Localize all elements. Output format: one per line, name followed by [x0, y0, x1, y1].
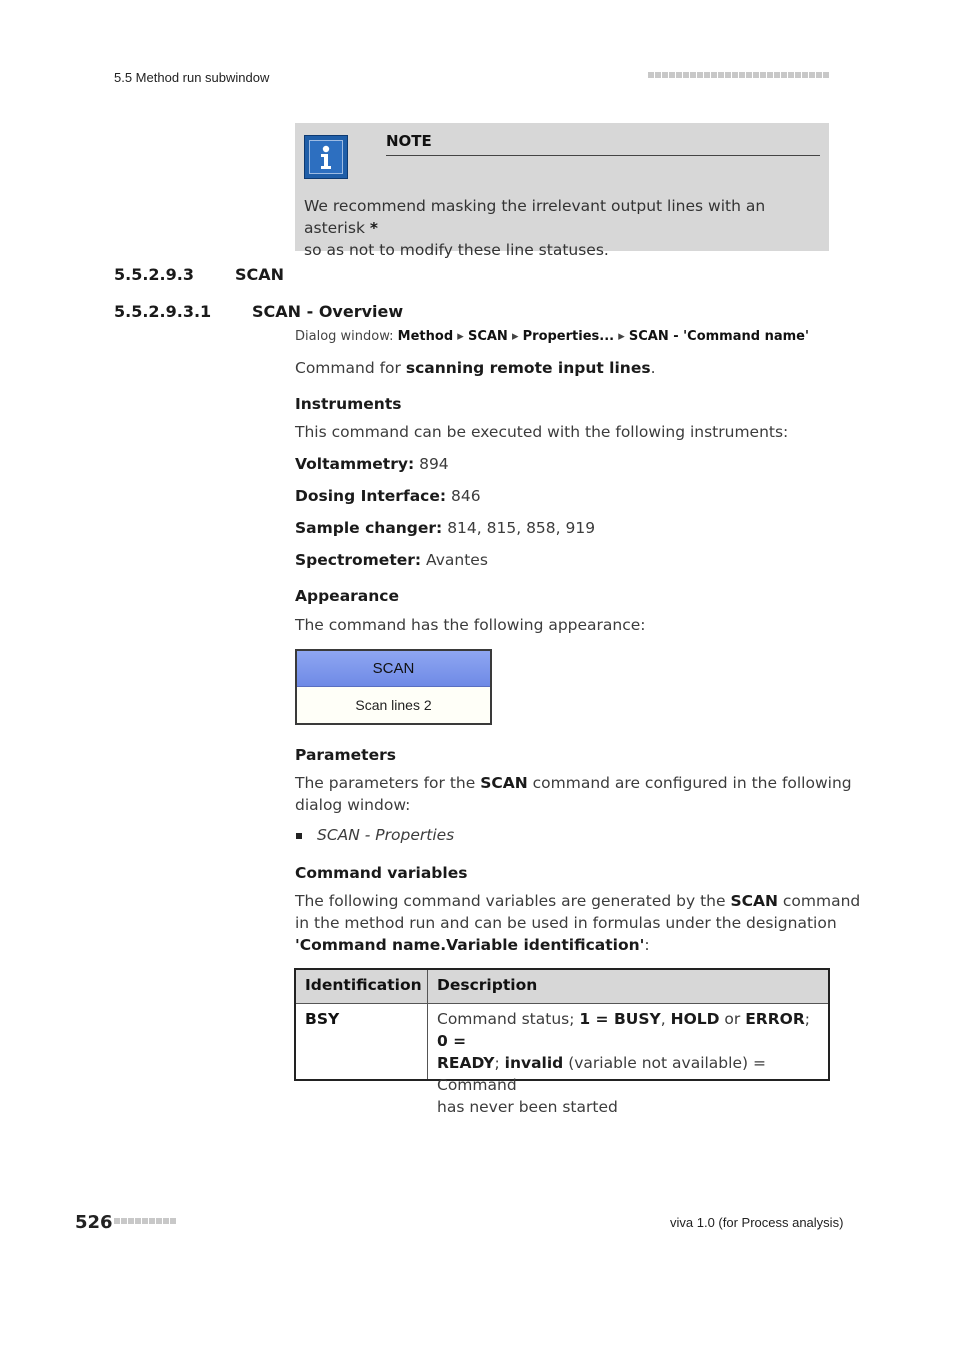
- dot-mark: [753, 72, 759, 78]
- parameters-heading: Parameters: [295, 746, 396, 764]
- dot-mark: [142, 1218, 148, 1224]
- dot-mark: [718, 72, 724, 78]
- note-title: NOTE: [386, 132, 432, 150]
- dot-mark: [725, 72, 731, 78]
- table-cell-description: Command status; 1 = BUSY, HOLD or ERROR; 0 = READY; invalid (variable not available) = Command has never been started: [437, 1010, 811, 1116]
- dot-mark: [781, 72, 787, 78]
- footer-dot-bar: [114, 1218, 176, 1224]
- dot-mark: [128, 1218, 134, 1224]
- dot-mark: [676, 72, 682, 78]
- info-icon: [304, 135, 348, 179]
- section-number: 5.5.2.9.3: [114, 265, 194, 284]
- table-cell-id: BSY: [305, 1010, 340, 1028]
- dot-mark: [767, 72, 773, 78]
- intro-text: Command for scanning remote input lines.: [295, 359, 656, 377]
- dot-mark: [655, 72, 661, 78]
- dot-mark: [704, 72, 710, 78]
- column-header: Identification: [305, 976, 422, 994]
- dot-mark: [135, 1218, 141, 1224]
- dot-mark: [802, 72, 808, 78]
- dot-mark: [697, 72, 703, 78]
- dialog-path: Dialog window: Method ▸ SCAN ▸ Properties... ▸ SCAN - 'Command name': [295, 329, 809, 344]
- dot-mark: [669, 72, 675, 78]
- dot-mark: [690, 72, 696, 78]
- note-divider: [386, 155, 820, 156]
- dot-mark: [732, 72, 738, 78]
- header-dot-bar: [648, 72, 829, 80]
- appearance-heading: Appearance: [295, 587, 399, 605]
- bullet-item: SCAN - Properties: [317, 826, 455, 844]
- variables-text: The following command variables are generated by the SCAN command in the method run and can be used in formulas under the designation 'Command name.Variable identification':: [295, 892, 861, 954]
- dot-mark: [795, 72, 801, 78]
- instruments-heading: Instruments: [295, 395, 402, 413]
- subsection-title: SCAN - Overview: [252, 302, 404, 321]
- dot-mark: [774, 72, 780, 78]
- variables-heading: Command variables: [295, 864, 468, 882]
- table-header: [296, 970, 828, 1004]
- dot-mark: [809, 72, 815, 78]
- instruments-text: This command can be executed with the following instruments:: [295, 423, 789, 441]
- footer-title: viva 1.0 (for Process analysis): [670, 1215, 844, 1230]
- arrow-right-icon: ▸: [457, 329, 464, 344]
- dot-mark: [114, 1218, 120, 1224]
- dot-mark: [121, 1218, 127, 1224]
- instrument-item: Voltammetry: 894: [295, 455, 449, 473]
- dot-mark: [156, 1218, 162, 1224]
- instrument-item: Spectrometer: Avantes: [295, 551, 488, 569]
- variables-table: [294, 968, 830, 1116]
- instrument-item: Dosing Interface: 846: [295, 487, 481, 505]
- arrow-right-icon: ▸: [511, 329, 519, 344]
- command-title: SCAN: [297, 651, 490, 687]
- page-number: 526: [75, 1212, 113, 1233]
- column-header: Description: [437, 976, 538, 994]
- dot-mark: [648, 72, 654, 78]
- section-title: SCAN: [235, 265, 285, 284]
- subsection-number: 5.5.2.9.3.1: [114, 302, 212, 321]
- dot-mark: [816, 72, 822, 78]
- dot-mark: [760, 72, 766, 78]
- command-body: Scan lines 2: [355, 697, 432, 713]
- dot-mark: [746, 72, 752, 78]
- dot-mark: [662, 72, 668, 78]
- appearance-text: The command has the following appearance:: [295, 616, 646, 634]
- dot-mark: [170, 1218, 176, 1224]
- column-divider: [427, 970, 428, 1079]
- note-box: [295, 123, 829, 259]
- running-header: 5.5 Method run subwindow: [114, 70, 270, 85]
- note-text: We recommend masking the irrelevant output lines with an asterisk * so as not to modify these line statuses.: [304, 197, 766, 259]
- bullet-icon: [296, 833, 302, 839]
- dot-mark: [149, 1218, 155, 1224]
- arrow-right-icon: ▸: [618, 329, 625, 344]
- dot-mark: [163, 1218, 169, 1224]
- parameters-text: The parameters for the SCAN command are configured in the following dialog window:: [295, 774, 852, 814]
- dot-mark: [711, 72, 717, 78]
- instrument-item: Sample changer: 814, 815, 858, 919: [295, 519, 596, 537]
- dot-mark: [788, 72, 794, 78]
- dot-mark: [683, 72, 689, 78]
- dot-mark: [739, 72, 745, 78]
- dot-mark: [823, 72, 829, 78]
- command-box: [295, 649, 492, 725]
